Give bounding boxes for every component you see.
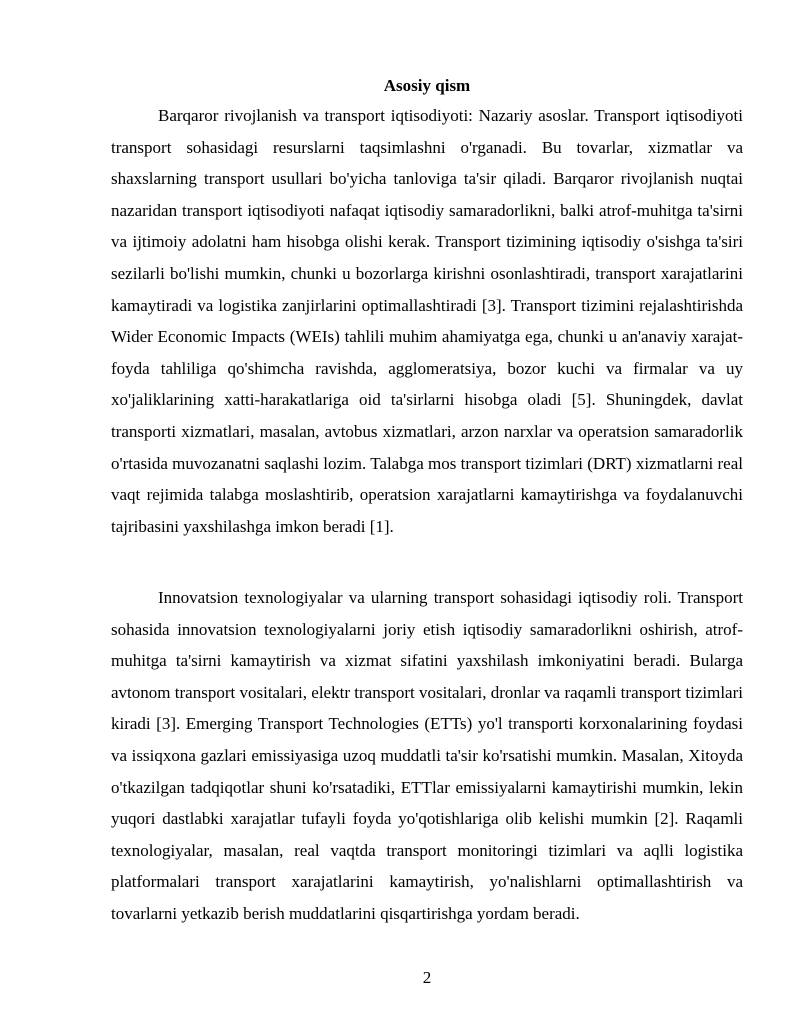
body-paragraph-2: Innovatsion texnologiyalar va ularning transport sohasidagi iqtisodiy roli. Transport sohasida innovatsion texnologiyalarni joriy etish iqtisodiy samaradorlikni oshirish, atrof-muhitga ta'sirni kamaytirish va xizmat sifatini yaxshilash imkoniyatini beradi. Bularga avtonom transport vositalari, elektr transport vositalari, dronlar va raqamli transport tizimlari kiradi [3]. Emerging Transport Technologies (ETTs) yo'l transporti korxonalarining foydasi va issiqxona gazlari emissiyasiga uzoq muddatli ta'sir ko'rsatishi mumkin. Masalan, Xitoyda o'tkazilgan tadqiqotlar shuni ko'rsatadiki, ETTlar emissiyalarni kamaytirishi mumkin, lekin yuqori dastlabki xarajatlar tufayli foyda yo'qotishlariga olib kelishi mumkin [2]. Raqamli texnologiyalar, masalan, real vaqtda transport monitoringi tizimlari va aqlli logistika platformalari transport xarajatlarini kamaytirish, yo'nalishlarni optimallashtirish va tovarlarni yetkazib berish muddatlarini qisqartirishga yordam beradi.: [111, 588, 743, 923]
section-heading: Asosiy qism: [383, 76, 471, 95]
page-number: 2: [422, 968, 432, 987]
body-paragraph-1: Barqaror rivojlanish va transport iqtisodiyoti: Nazariy asoslar. Transport iqtisodiyoti transport sohasidagi resurslarni taqsimlashni o'rganadi. Bu tovarlar, xizmatlar va shaxslarning transport usullari bo'yicha tanloviga ta'sir qiladi. Barqaror rivojlanish nuqtai nazaridan transport iqtisodiyoti nafaqat iqtisodiy samaradorlikni, balki atrof-muhitga ta'sirni va ijtimoiy adolatni ham hisobga olishi kerak. Transport tizimining iqtisodiy o'sishga ta'siri sezilarli bo'lishi mumkin, chunki u bozorlarga kirishni osonlashtiradi, transport xarajatlarini kamaytiradi va logistika zanjirlarini optimallashtiradi [3]. Transport tizimini rejalashtirishda Wider Economic Impacts (WEIs) tahlili muhim ahamiyatga ega, chunki u an'anaviy xarajat-foyda tahliliga qo'shimcha ravishda, agglomeratsiya, bozor kuchi va firmalar va uy xo'jaliklarining xatti-harakatlariga oid ta'sirlarni hisobga oladi [5]. Shuningdek, davlat transporti xizmatlari, masalan, avtobus xizmatlari, arzon narxlar va operatsion samaradorlik o'rtasida muvozanatni saqlashi lozim. Talabga mos transport tizimlari (DRT) xizmatlarni real vaqt rejimida talabga moslashtirib, operatsion xarajatlarni kamaytirishga va foydalanuvchi tajribasini yaxshilashga imkon beradi [1].: [111, 106, 743, 536]
